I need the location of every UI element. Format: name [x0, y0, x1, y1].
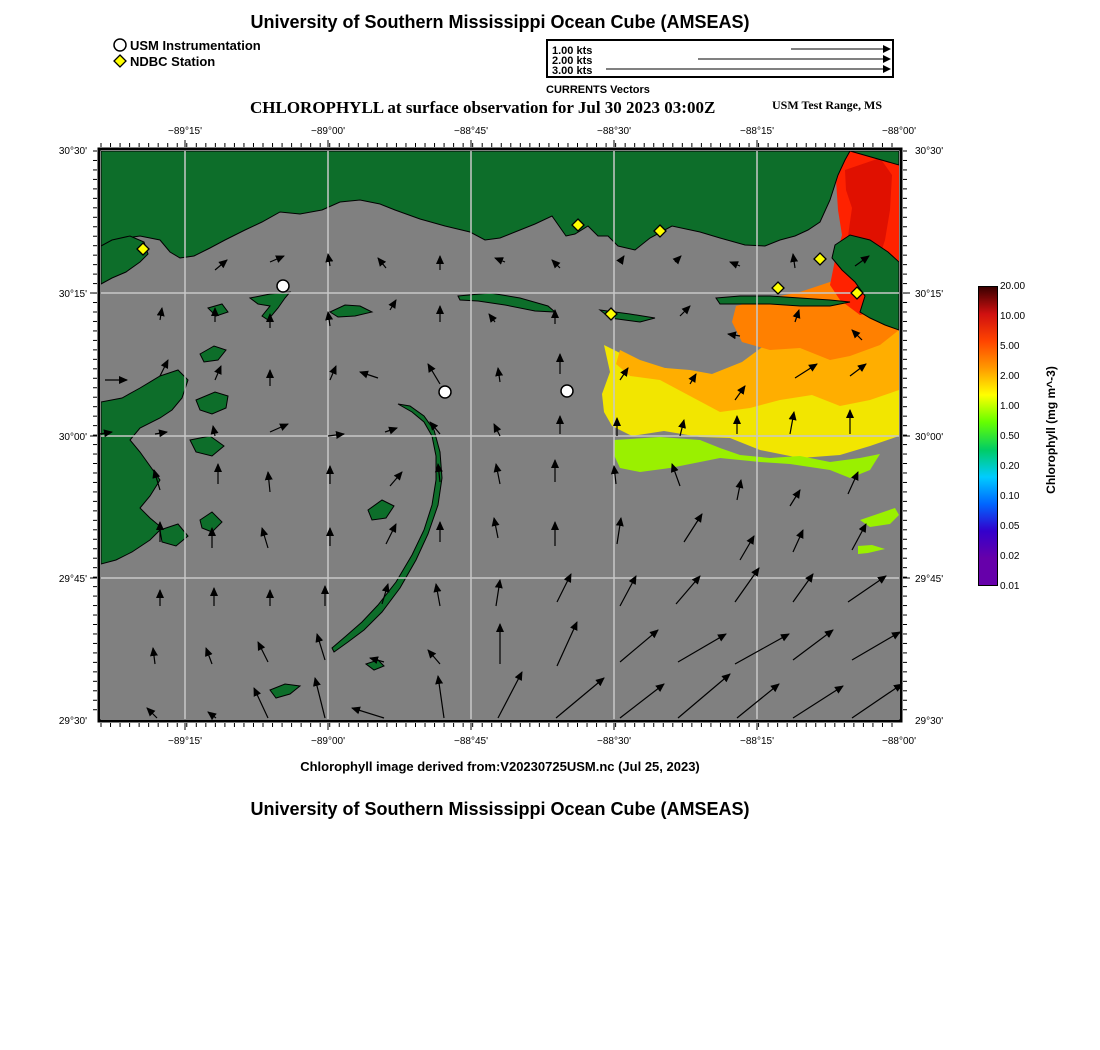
- left-lat-labels: [59, 146, 87, 727]
- lon-label-top: −88°30': [597, 126, 631, 137]
- colorbar-swatch: [979, 368, 997, 395]
- lon-label-bottom: −88°00': [882, 736, 916, 747]
- colorbar-swatch: [979, 504, 997, 531]
- usm-station-marker: [277, 280, 289, 292]
- colorbar-swatch: [979, 558, 997, 585]
- region-label: USM Test Range, MS: [772, 98, 883, 112]
- colorbar-tick-label: 20.00: [1000, 281, 1026, 292]
- vector-legend-caption: CURRENTS Vectors: [546, 84, 650, 96]
- lat-label-left: 29°30': [58, 716, 87, 727]
- colorbar-tick-label: 1.00: [1000, 401, 1020, 412]
- colorbar-tick-label: 2.00: [1000, 371, 1020, 382]
- map-subtitle: CHLOROPHYLL at surface observation for Jul 30 2023 03:00Z: [250, 98, 716, 117]
- colorbar-tick-label: 0.01: [1000, 581, 1020, 592]
- colorbar-tick-label: 10.00: [1000, 311, 1026, 322]
- colorbar-swatches: [978, 286, 998, 586]
- lon-label-bottom: −88°15': [740, 736, 774, 747]
- lat-label-left: 29°45': [58, 574, 87, 585]
- colorbar-swatch: [979, 287, 997, 314]
- colorbar-tick-label: 0.05: [1000, 521, 1020, 532]
- colorbar-swatch: [979, 477, 997, 504]
- lon-label-bottom: −89°00': [311, 736, 345, 747]
- bottom-lon-labels: [168, 736, 916, 747]
- lat-label-right: 29°45': [915, 574, 944, 585]
- colorbar-labels: [1000, 281, 1050, 592]
- colorbar-tick-label: 0.50: [1000, 431, 1020, 442]
- lon-label-top: −88°15': [740, 126, 774, 137]
- top-lon-labels: [168, 126, 916, 137]
- colorbar-title: Chlorophyll (mg m^-3): [1044, 366, 1058, 494]
- lat-label-left: 30°30': [58, 146, 87, 157]
- lat-label-right: 30°00': [915, 432, 944, 443]
- lon-label-bottom: −88°30': [597, 736, 631, 747]
- legend-ndbc-label: NDBC Station: [130, 53, 216, 69]
- colorbar-swatch: [979, 314, 997, 341]
- lon-label-bottom: −89°15': [168, 736, 202, 747]
- colorbar-swatch: [979, 531, 997, 558]
- colorbar-tick-label: 0.20: [1000, 461, 1020, 472]
- lon-label-top: −88°45': [454, 126, 488, 137]
- colorbar: [978, 281, 1098, 592]
- lat-label-right: 30°30': [915, 146, 944, 157]
- lat-label-right: 30°15': [915, 289, 944, 300]
- colorbar-swatch: [979, 422, 997, 449]
- right-lat-labels: [915, 146, 943, 727]
- image-source-note: Chlorophyll image derived from:V20230725USM.nc (Jul 25, 2023): [300, 759, 700, 774]
- colorbar-tick-label: 5.00: [1000, 341, 1020, 352]
- colorbar-tick-label: 0.10: [1000, 491, 1020, 502]
- colorbar-swatch: [979, 395, 997, 422]
- lat-label-left: 30°15': [58, 289, 87, 300]
- page-title: University of Southern Mississippi Ocean Cube (AMSEAS): [250, 12, 750, 32]
- lat-label-left: 30°00': [58, 432, 87, 443]
- vector-legend-label-3: 3.00 kts: [552, 65, 593, 77]
- usm-station-marker: [561, 385, 573, 397]
- colorbar-tick-label: 0.02: [1000, 551, 1020, 562]
- lon-label-top: −88°00': [882, 126, 916, 137]
- usm-station-marker: [439, 386, 451, 398]
- legend-usm-label: USM Instrumentation: [130, 37, 261, 53]
- lon-label-top: −89°15': [168, 126, 202, 137]
- vector-legend-label-1: 1.00 kts: [552, 45, 593, 57]
- lon-label-bottom: −88°45': [454, 736, 488, 747]
- vector-legend-label-2: 2.00 kts: [552, 55, 593, 67]
- colorbar-swatch: [979, 450, 997, 477]
- lat-label-right: 29°30': [915, 716, 944, 727]
- colorbar-swatch: [979, 341, 997, 368]
- bottom-title: University of Southern Mississippi Ocean Cube (AMSEAS): [250, 799, 750, 819]
- lon-label-top: −89°00': [311, 126, 345, 137]
